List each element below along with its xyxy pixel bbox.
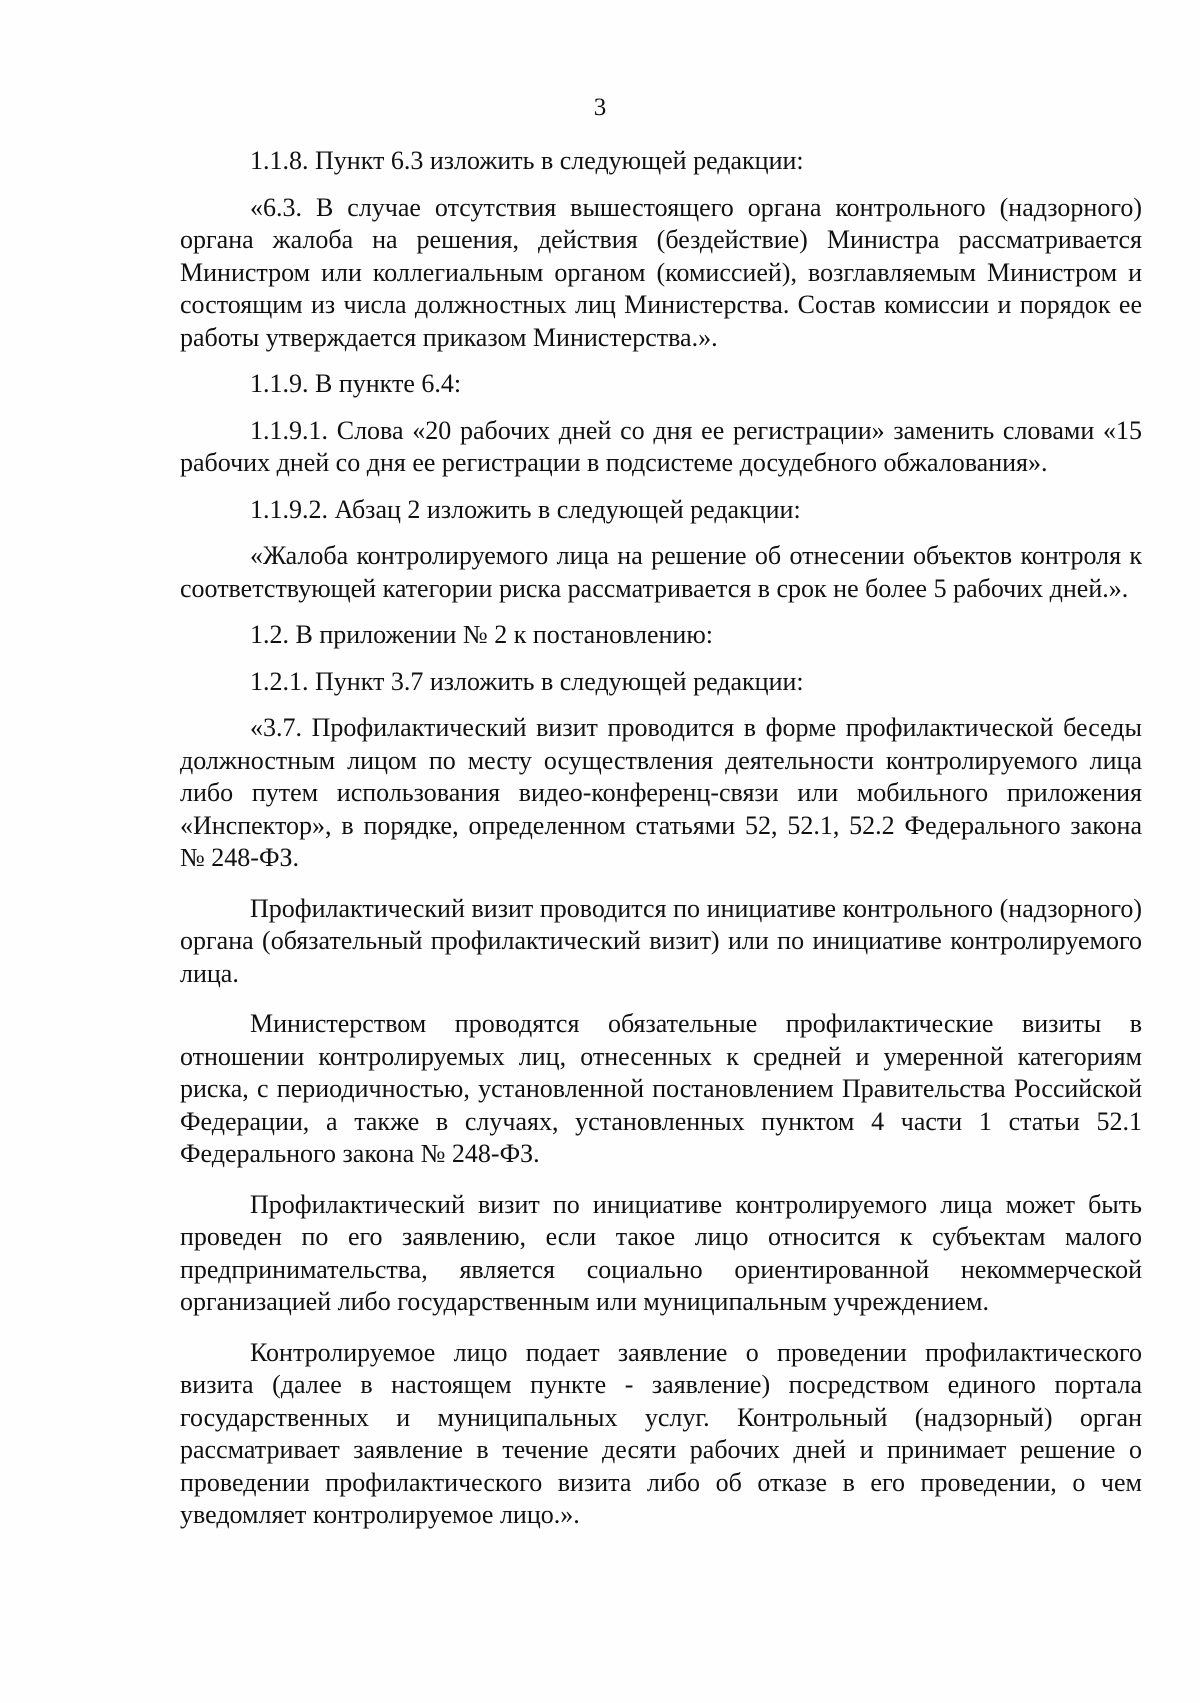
paragraph-1-1-9: 1.1.9. В пункте 6.4:: [250, 369, 462, 398]
page-number: 3: [593, 94, 607, 121]
paragraph-1-2-1: 1.2.1. Пункт 3.7 изложить в следующей редакции:: [250, 666, 804, 696]
paragraph-1-2: 1.2. В приложении № 2 к постановлению:: [250, 620, 713, 649]
paragraph-6-3-text: «6.3. В случае отсутствия вышестоящего органа контрольного (надзорного) органа жалоба на решения, действия (бездействие) Министра рассматривается Министром или коллегиальным органом (комиссией), возглавляемым Министром и состоящим из числа должностных лиц Министерства. Состав комиссии и порядок ее работы утверждается приказом Министерства.».: [180, 192, 1142, 352]
paragraph-1-1-8: 1.1.8. Пункт 6.3 изложить в следующей редакции:: [250, 146, 804, 175]
paragraph-complaint-text: «Жалоба контролируемого лица на решение об отнесении объектов контроля к соответствующей категории риска рассматривается в срок не более 5 рабочих дней.».: [180, 541, 1142, 603]
paragraph-1-1-9-1: 1.1.9.1. Слова «20 рабочих дней со дня ее регистрации» заменить словами «15 рабочих дней со дня ее регистрации в подсистеме досудебного обжалования».: [180, 415, 1142, 477]
paragraph-visit-initiative: Профилактический визит проводится по инициативе контрольного (надзорного) органа (обязательный профилактический визит) или по инициативе контролируемого лица.: [180, 893, 1142, 988]
paragraph-application-procedure: Контролируемое лицо подает заявление о проведении профилактического визита (далее в настоящем пункте - заявление) посредством единого портала государственных и муниципальных услуг. Контрольный (надзорный) орган рассматривает заявление в течение десяти рабочих дней и принимает решение о проведении профилактического визита либо об отказе в его проведении, о чем уведомляет контролируемое лицо.».: [180, 1337, 1142, 1529]
paragraph-3-7-text: «3.7. Профилактический визит проводится в форме профилактической беседы должностным лицом по месту осуществления деятельности контролируемого лица либо путем использования видео-конференц-связи или мобильного приложения «Инспектор», в порядке, определенном статьями 52, 52.1, 52.2 Федерального закона № 248-ФЗ.: [180, 713, 1142, 872]
document-body: [180, 145, 1142, 1546]
paragraph-visit-on-request: Профилактический визит по инициативе контролируемого лица может быть проведен по его заявлению, если такое лицо относится к субъектам малого предпринимательства, является социально ориентированной некоммерческой организацией либо государственным или муниципальным учреждением.: [180, 1189, 1142, 1316]
paragraph-mandatory-visits: Министерством проводятся обязательные профилактические визиты в отношении контролируемых лиц, отнесенных к средней и умеренной категориям риска, с периодичностью, установленной постановлением Правительства Российской Федерации, а также в случаях, установленных пунктом 4 части 1 статьи 52.1 Федерального закона № 248-ФЗ.: [180, 1009, 1142, 1168]
paragraph-1-1-9-2: 1.1.9.2. Абзац 2 изложить в следующей редакции:: [250, 494, 801, 524]
